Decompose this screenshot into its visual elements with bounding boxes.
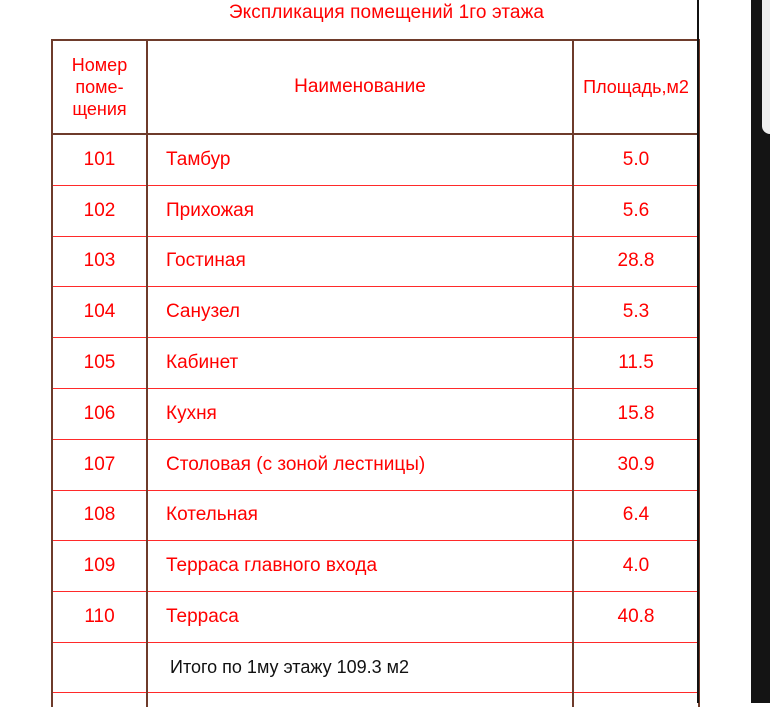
room-name-cell: Терраса	[147, 592, 573, 643]
sheet-border-line	[697, 0, 699, 703]
table-row	[52, 490, 699, 541]
room-number-cell: 104	[52, 287, 147, 338]
header-room-name: Наименование	[147, 40, 573, 134]
total-row	[52, 642, 699, 692]
side-panel	[751, 0, 770, 703]
room-area-cell: 5.0	[573, 134, 699, 185]
room-number-cell: 110	[52, 592, 147, 643]
empty-cell	[52, 692, 147, 707]
total-label: Итого по 1му этажу 109.3 м2	[147, 642, 573, 692]
room-number-cell: 101	[52, 134, 147, 185]
room-name-cell: Терраса главного входа	[147, 541, 573, 592]
total-number-cell	[52, 642, 147, 692]
table-row	[52, 439, 699, 490]
empty-cell	[147, 692, 573, 707]
total-area-cell	[573, 642, 699, 692]
room-name-cell: Санузел	[147, 287, 573, 338]
rooms-table	[51, 39, 700, 707]
room-number-cell: 109	[52, 541, 147, 592]
table-row	[52, 236, 699, 287]
table-row	[52, 185, 699, 236]
room-area-cell: 28.8	[573, 236, 699, 287]
room-name-cell: Прихожая	[147, 185, 573, 236]
room-area-cell: 11.5	[573, 338, 699, 389]
room-area-cell: 40.8	[573, 592, 699, 643]
table-row	[52, 388, 699, 439]
room-area-cell: 4.0	[573, 541, 699, 592]
header-room-number	[52, 40, 147, 134]
room-number-cell: 103	[52, 236, 147, 287]
room-area-cell: 15.8	[573, 388, 699, 439]
room-number-cell: 107	[52, 439, 147, 490]
table-row	[52, 541, 699, 592]
header-line: Номер	[71, 55, 128, 75]
room-number-cell: 106	[52, 388, 147, 439]
table-header-row	[52, 40, 699, 134]
room-area-cell: 6.4	[573, 490, 699, 541]
empty-row	[52, 692, 699, 707]
empty-cell	[573, 692, 699, 707]
table-row	[52, 592, 699, 643]
room-name-cell: Котельная	[147, 490, 573, 541]
header-line: щения	[72, 99, 127, 119]
room-area-cell: 5.3	[573, 287, 699, 338]
room-name-cell: Гостиная	[147, 236, 573, 287]
room-name-cell: Тамбур	[147, 134, 573, 185]
header-line: поме-	[75, 77, 124, 97]
room-name-cell: Столовая (с зоной лестницы)	[147, 439, 573, 490]
room-area-cell: 5.6	[573, 185, 699, 236]
table-row	[52, 338, 699, 389]
room-number-cell: 102	[52, 185, 147, 236]
panel-edge	[762, 0, 770, 134]
room-name-cell: Кабинет	[147, 338, 573, 389]
room-number-cell: 108	[52, 490, 147, 541]
room-number-cell: 105	[52, 338, 147, 389]
room-name-cell: Кухня	[147, 388, 573, 439]
document-title: Экспликация помещений 1го этажа	[228, 2, 545, 23]
header-room-area: Площадь,м2	[573, 40, 699, 134]
room-area-cell: 30.9	[573, 439, 699, 490]
table-row	[52, 287, 699, 338]
table-row	[52, 134, 699, 185]
